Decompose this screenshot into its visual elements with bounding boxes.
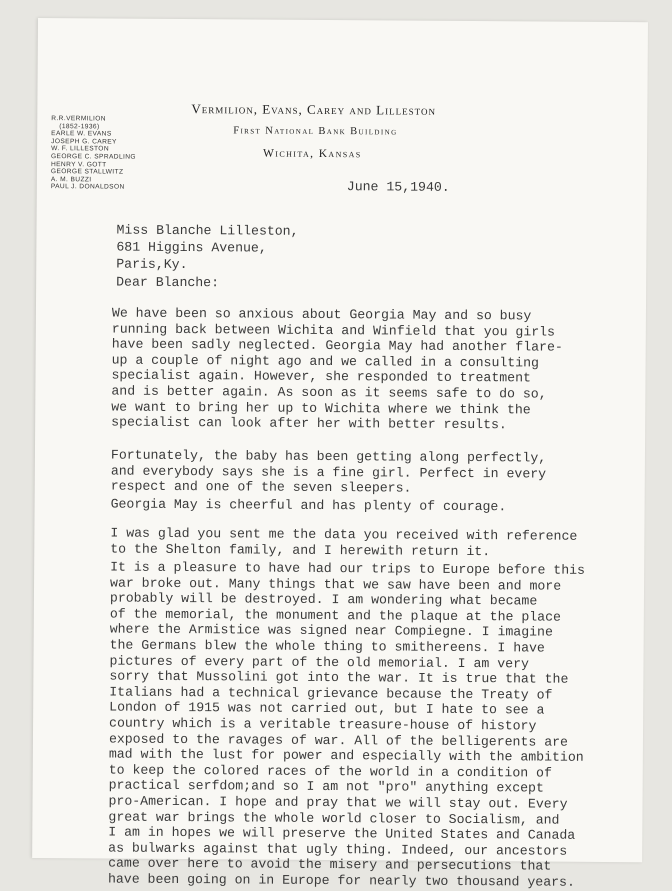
partner-list — [51, 115, 136, 192]
body-line: pro-American. I hope and pray that we will stay out. Every — [108, 793, 568, 812]
body-line: have been going on in Europe for nearly two thousand years. — [107, 871, 575, 890]
salutation: Dear Blanche: — [116, 274, 220, 291]
partner-name: JOSEPH G. CAREY — [51, 137, 117, 146]
body-line: respect and one of the seven sleepers. — [110, 478, 412, 496]
body-line: running back between Wichita and Winfield that you girls — [111, 321, 556, 340]
body-line: specialist again. However, she responded to treatment — [111, 367, 531, 386]
body-line: we want to bring her up to Wichita where we think the — [111, 399, 531, 418]
partner-name: W. F. LILLESTON — [51, 145, 110, 153]
body-line: and is better again. As soon as it seems safe to do so, — [111, 383, 547, 402]
body-line: Fortunately, the baby has been getting along perfectly, — [110, 447, 547, 466]
body-line: I am in hopes we will preserve the United States and Canada — [108, 824, 576, 843]
body-line: to keep the colored races of the world in a condition of — [108, 762, 552, 781]
recipient-line: Miss Blanche Lilleston, — [116, 222, 299, 239]
body-line: where the Armistice was signed near Compiegne. I imagine — [109, 621, 553, 640]
partner-name: GEORGE C. SPRADLING — [51, 153, 136, 161]
paragraph-4 — [110, 526, 577, 560]
body-line: We have been so anxious about Georgia May and so busy — [111, 305, 532, 324]
paragraph-2 — [111, 448, 547, 498]
paragraph-5 — [108, 560, 585, 891]
body-line: came over here to avoid the misery and persecutions that — [108, 855, 552, 874]
paragraph-1 — [111, 306, 563, 434]
recipient-line: Paris,Ky. — [116, 256, 188, 273]
body-line: to the Shelton family, and I herewith return it. — [110, 541, 491, 559]
letterhead-firm-name: Vermilion, Evans, Carey and Lilleston — [191, 101, 437, 118]
body-line: I was glad you sent me the data you received with reference — [110, 525, 578, 544]
partner-name: PAUL J. DONALDSON — [50, 183, 125, 191]
letterhead-city: Wichita, Kansas — [263, 147, 362, 161]
partner-name: A. M. BUZZI — [50, 175, 92, 184]
body-line: have been sadly neglected. Georgia May had another flare- — [111, 336, 563, 355]
letter-page — [32, 18, 648, 890]
body-line: mad with the lust for power and especially with the ambition — [108, 746, 584, 765]
partner-name: EARLE W. EVANS — [51, 130, 112, 138]
recipient-address — [116, 222, 298, 274]
body-line: pictures of every part of the old memorial. I am very — [109, 653, 529, 672]
body-line: country which is a veritable treasure-house of history — [109, 715, 537, 734]
body-line: great war brings the whole world closer to Socialism, and — [108, 809, 560, 828]
body-line: probably will be destroyed. I am wondering what became — [109, 590, 538, 609]
body-line: as bulwarks against that ugly thing. Indeed, our ancestors — [108, 840, 568, 859]
partner-years: (1852-1936) — [59, 122, 100, 131]
body-line: up a couple of night ago and we called in a consulting — [111, 352, 540, 371]
body-line: the Germans blew the whole thing to smithereens. I have — [109, 637, 545, 656]
partner-name: R.R.VERMILION — [51, 115, 106, 123]
partner-name: GEORGE STALLWITZ — [50, 168, 124, 176]
recipient-line: 681 Higgins Avenue, — [116, 239, 267, 256]
body-line: exposed to the ravages of war. All of the belligerents are — [108, 731, 569, 750]
body-line: and everybody says she is a fine girl. Perfect in every — [110, 463, 547, 482]
body-line: London of 1915 was not carried out, but I hate to see a — [109, 699, 545, 718]
body-line: specialist can look after her with better results. — [111, 414, 507, 433]
body-line: It is a pleasure to have had our trips to Europe before this — [110, 559, 586, 578]
letterhead-address: First National Bank Building — [233, 125, 398, 138]
body-line: practical serfdom;and so I am not "pro" anything except — [108, 777, 544, 796]
body-line: Italians had a technical grievance because the Treaty of — [109, 684, 553, 703]
body-line: war broke out. Many things that we saw have been and more — [110, 575, 562, 594]
paragraph-3 — [111, 497, 507, 515]
body-line: sorry that Mussolini got into the war. It is true that the — [109, 668, 569, 687]
letter-date: June 15,1940. — [346, 179, 450, 195]
body-line: of the memorial, the monument and the plaque at the place — [109, 606, 561, 625]
body-line: Georgia May is cheerful and has plenty of courage. — [110, 496, 507, 515]
partner-name: HENRY V. GOTT — [50, 160, 107, 169]
